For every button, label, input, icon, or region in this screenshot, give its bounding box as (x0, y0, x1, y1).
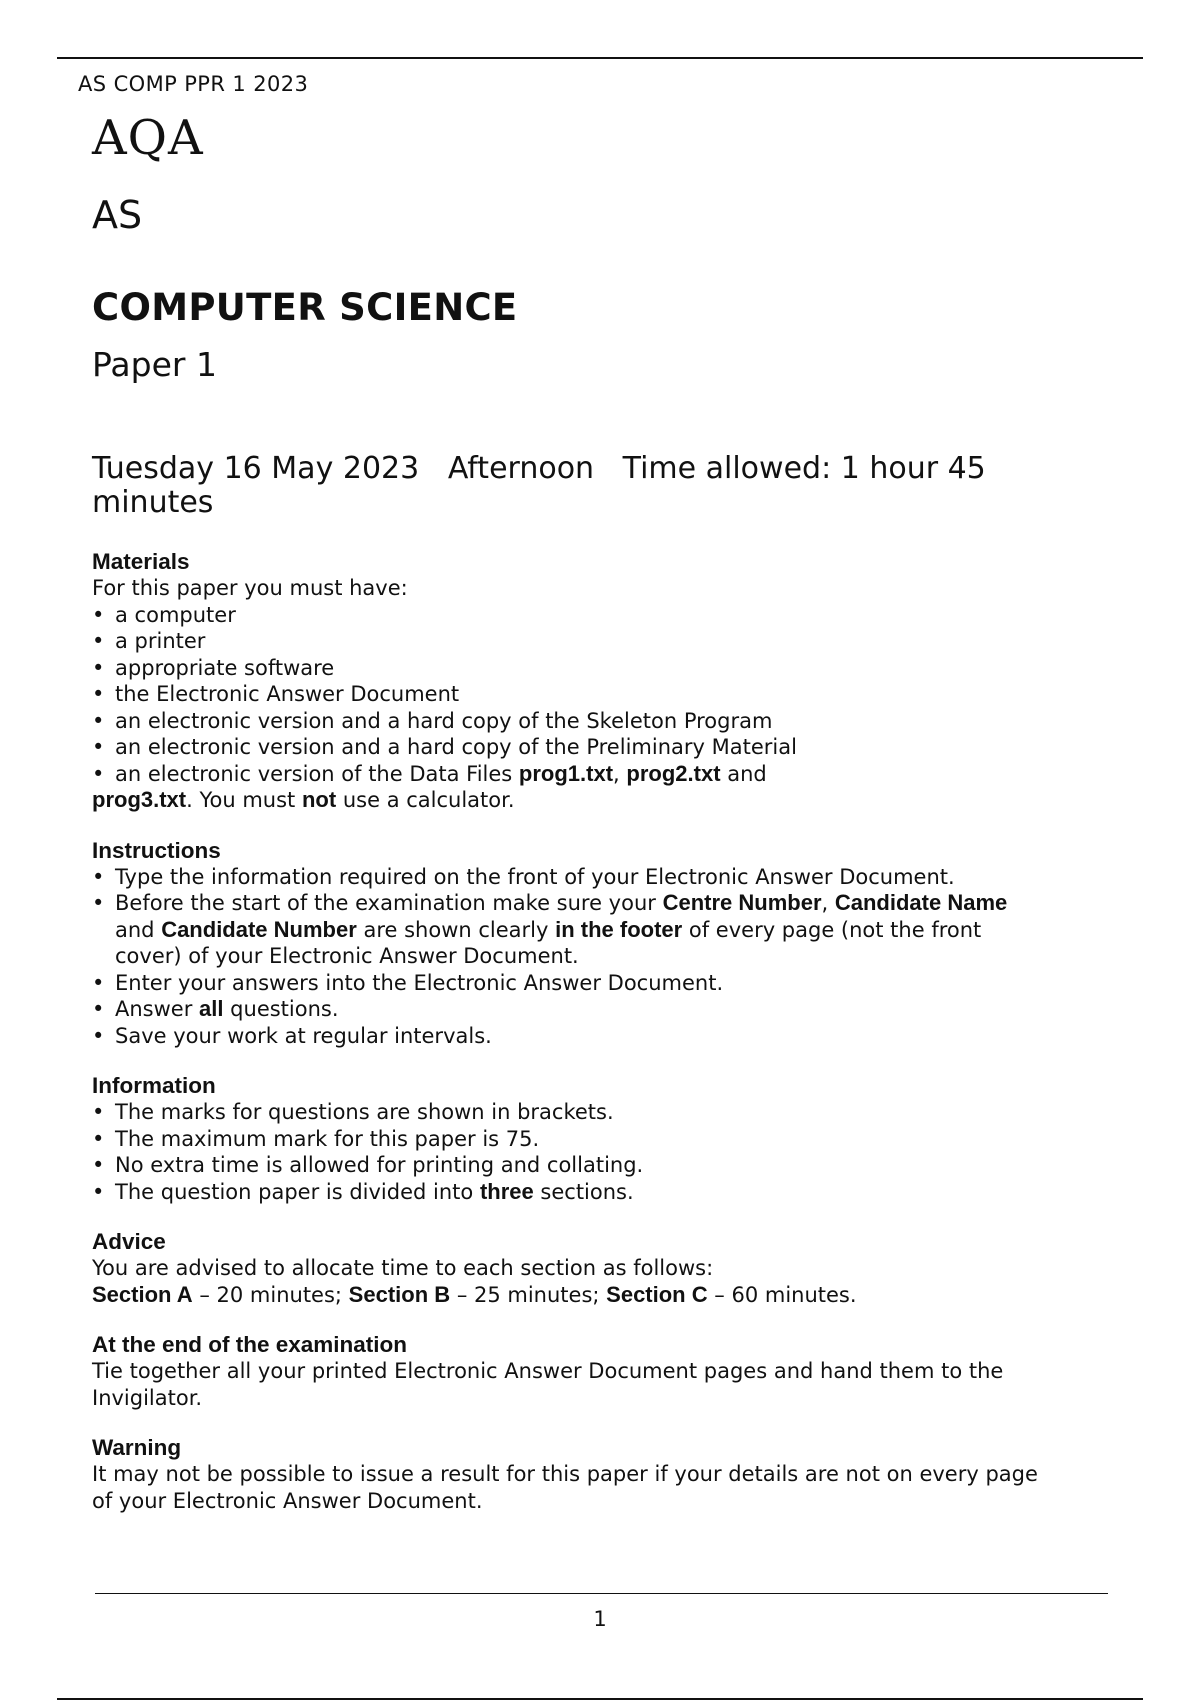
paper-code: AS COMP PPR 1 2023 (78, 72, 309, 96)
list-item: • The maximum mark for this paper is 75. (92, 1126, 1092, 1153)
section-c-label: Section C (606, 1281, 708, 1307)
paper-title: Paper 1 (92, 345, 217, 384)
text-run: The question paper is divided into (115, 1179, 480, 1204)
advice-intro: You are advised to allocate time to each section as follows: (92, 1256, 714, 1280)
text-run: , (821, 891, 835, 915)
section-a-time: – 20 minutes; (192, 1282, 349, 1307)
list-item: • No extra time is allowed for printing and collating. (92, 1152, 1092, 1179)
text-run: sections. (533, 1179, 634, 1204)
list-item: • appropriate software (92, 655, 1092, 682)
list-item (92, 890, 1092, 970)
instructions-list (92, 864, 1092, 1050)
emphasis-text: in the footer (555, 916, 683, 942)
emphasis-text: all (199, 996, 224, 1021)
section-c-time: – 60 minutes. (707, 1282, 857, 1307)
warning-text: It may not be possible to issue a result for this paper if your details are not on every page of your Electronic Answer Document. (92, 1462, 1038, 1513)
file-prog1: prog1.txt (518, 760, 614, 786)
text-run: are shown clearly (356, 917, 556, 942)
list-item: • The marks for questions are shown in brackets. (92, 1099, 1092, 1126)
instructions-heading: Instructions (92, 837, 221, 863)
emphasis-text: Candidate Name (834, 890, 1008, 915)
text-run: Answer (115, 997, 200, 1021)
calculator-text: use a calculator. (336, 788, 515, 812)
list-item (92, 1179, 1092, 1206)
information-section (92, 1072, 1092, 1205)
list-item: • Enter your answers into the Electronic Answer Document. (92, 970, 1092, 997)
exam-details (92, 452, 1052, 520)
text-run: Before the start of the examination make sure your (115, 891, 663, 915)
file-prog2: prog2.txt (626, 760, 721, 786)
list-item: • Save your work at regular intervals. (92, 1023, 1092, 1050)
materials-section (92, 548, 1092, 814)
advice-heading: Advice (92, 1229, 166, 1254)
separator-text: , (613, 761, 627, 786)
section-b-time: – 25 minutes; (450, 1282, 607, 1307)
end-of-exam-text: Tie together all your printed Electronic Answer Document pages and hand them to the Invigilator. (92, 1359, 1004, 1410)
text-run: and (115, 917, 162, 942)
page-number: 1 (593, 1607, 607, 1631)
front-cover-content (92, 548, 1092, 1537)
information-list (92, 1099, 1092, 1205)
list-item: • an electronic version and a hard copy of the Preliminary Material (92, 734, 1092, 761)
calculator-emphasis: not (301, 787, 337, 812)
subject-title: COMPUTER SCIENCE (92, 286, 518, 329)
file-prog3: prog3.txt (92, 787, 187, 812)
text-run: questions. (223, 997, 339, 1021)
warning-heading: Warning (92, 1435, 182, 1460)
emphasis-text: Centre Number (662, 890, 822, 915)
text-run: of every page (not the front cover) of your Electronic Answer Document. (115, 917, 982, 968)
section-b-label: Section B (348, 1281, 451, 1307)
end-of-exam-heading: At the end of the examination (92, 1332, 408, 1357)
list-item: • Type the information required on the front of your Electronic Answer Document. (92, 864, 1092, 891)
advice-timings (92, 1282, 1092, 1309)
qualification-level: AS (92, 193, 143, 237)
warning-section (92, 1434, 1092, 1514)
list-item: • a printer (92, 628, 1092, 655)
top-rule (57, 57, 1143, 59)
information-heading: Information (92, 1073, 216, 1098)
instructions-section (92, 837, 1092, 1050)
materials-intro: For this paper you must have: (92, 576, 408, 600)
materials-heading: Materials (92, 549, 190, 574)
emphasis-text: three (479, 1178, 534, 1204)
data-files-prefix: an electronic version of the Data Files (115, 761, 519, 786)
exam-session: Afternoon (447, 451, 595, 486)
section-a-label: Section A (92, 1281, 193, 1307)
data-files-item: • an electronic version of the Data Files prog1.txt, prog2.txt and prog3.txt. You must not use a calculator. (92, 760, 767, 812)
emphasis-text: Candidate Number (161, 916, 357, 942)
list-item: • an electronic version and a hard copy of the Skeleton Program (92, 708, 1092, 735)
separator-text: and (720, 761, 767, 786)
calculator-text: . You must (186, 788, 302, 812)
end-of-exam-section (92, 1331, 1092, 1411)
list-item: • the Electronic Answer Document (92, 681, 1092, 708)
aqa-logo: AQA (92, 110, 204, 166)
advice-section (92, 1228, 1092, 1308)
time-allowed: Time allowed: 1 hour 45 minutes (92, 451, 986, 520)
footer-rule (95, 1593, 1108, 1594)
list-item: • a computer (92, 602, 1092, 629)
materials-list (92, 602, 1092, 761)
exam-date: Tuesday 16 May 2023 (92, 451, 420, 486)
list-item (92, 996, 1092, 1023)
